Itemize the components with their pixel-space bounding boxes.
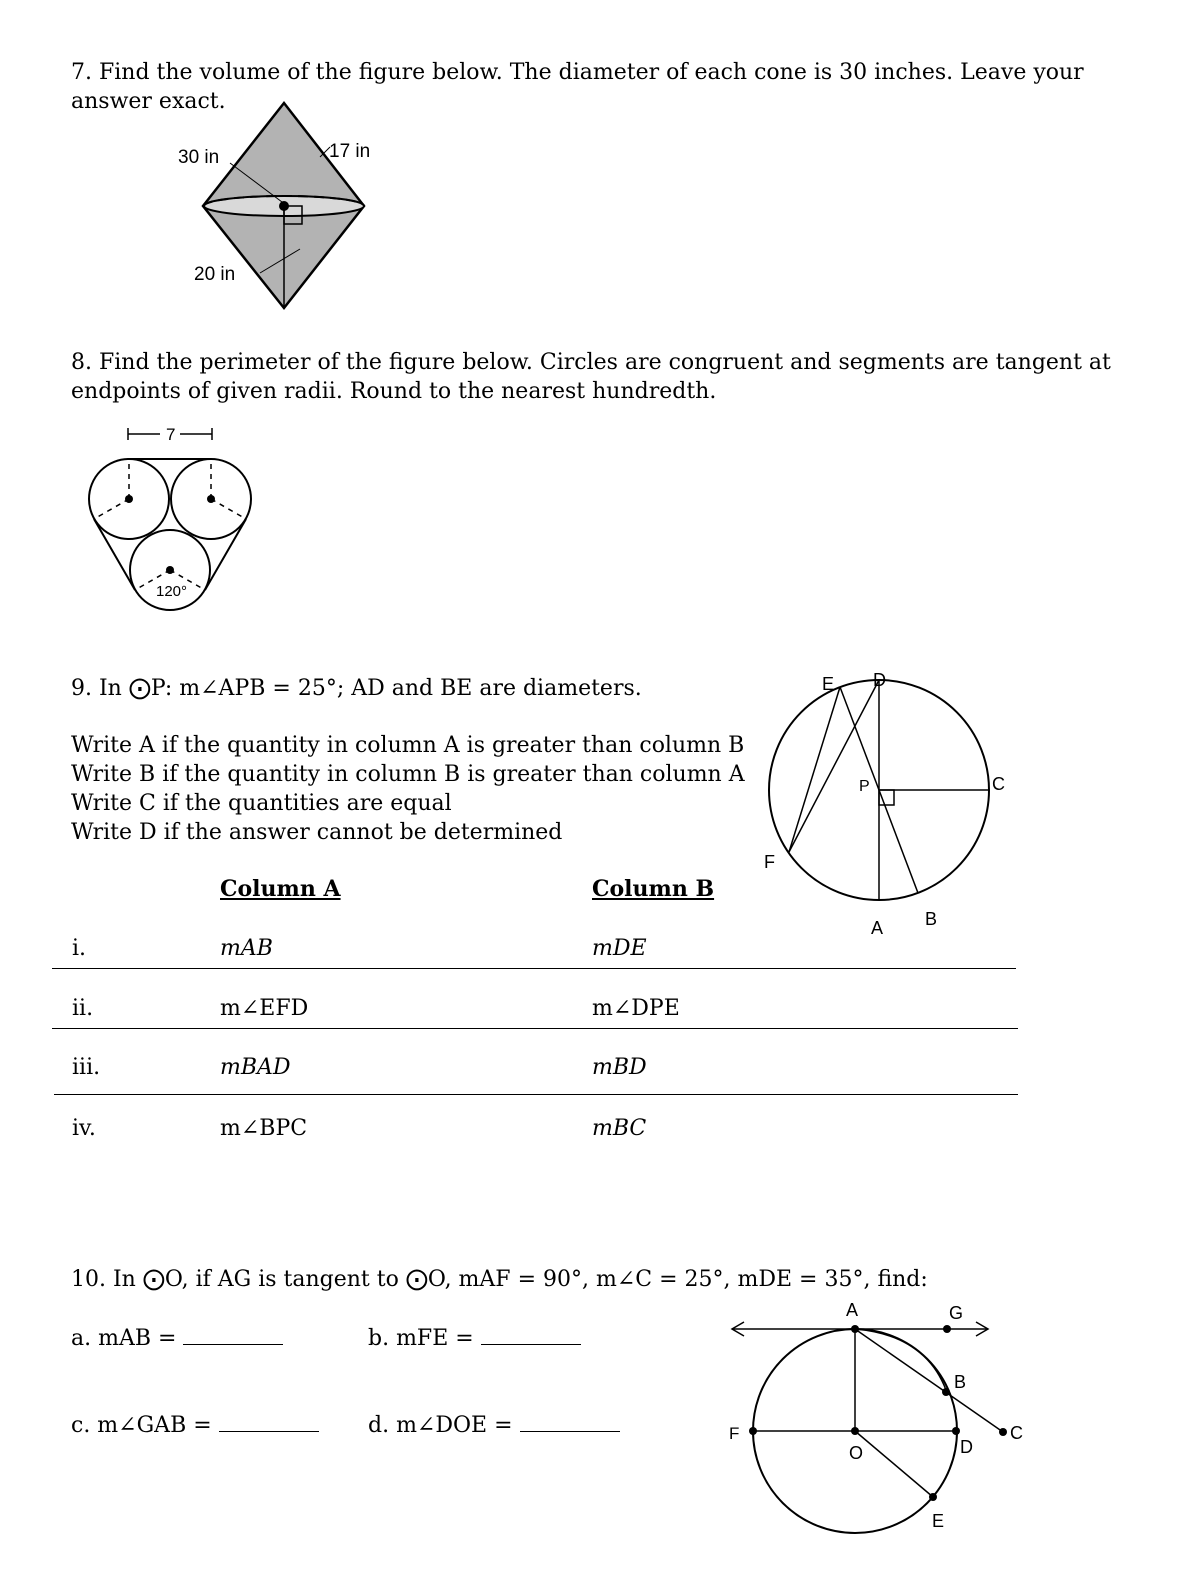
q10-circle-figure xyxy=(720,1295,1030,1555)
q10-label-F: F xyxy=(729,1424,740,1443)
q10-part-c-answer-blank[interactable] xyxy=(219,1413,319,1432)
q10-label-G: G xyxy=(949,1303,964,1323)
q9-instruction-2: Write B if the quantity in column B is greater than column A xyxy=(71,762,745,787)
q9-column-a-header: Column A xyxy=(220,876,341,902)
q10-stem: 10. In ⨀O, if AG is tangent to ⨀O, mAF = 90°, m∠C = 25°, mDE = 35°, find: xyxy=(71,1267,928,1292)
q7-label-20in: 20 in xyxy=(194,264,236,285)
q10-part-d xyxy=(368,1411,620,1440)
q9-row-a: m∠EFD xyxy=(220,996,309,1021)
q9-circle-figure xyxy=(755,660,1025,940)
q9-row-divider xyxy=(52,1028,1018,1029)
q9-instruction-1: Write A if the quantity in column A is greater than column B xyxy=(71,733,745,758)
q10-label-C: C xyxy=(1010,1423,1023,1443)
q10-label-D: D xyxy=(960,1437,973,1457)
q9-label-C: C xyxy=(992,774,1005,794)
q10-label-E: E xyxy=(932,1511,945,1531)
q9-row-num: iv. xyxy=(72,1116,96,1141)
q10-label-B: B xyxy=(954,1372,967,1392)
q9-label-E: E xyxy=(822,674,835,694)
q9-row-b: m∠DPE xyxy=(592,996,680,1021)
q8-text: 8. Find the perimeter of the figure below. Circles are congruent and segments are tangent at endpoints of given radii. Round to the nearest hundredth. xyxy=(71,350,1111,404)
q9-instruction-4: Write D if the answer cannot be determined xyxy=(71,820,563,845)
q9-row-b: mBC xyxy=(592,1116,647,1141)
q7-text: 7. Find the volume of the figure below. The diameter of each cone is 30 inches. Leave your answer exact. xyxy=(71,60,1084,114)
q9-label-P: P xyxy=(859,778,870,795)
q10-part-c-label: c. m∠GAB = xyxy=(71,1413,212,1438)
q10-part-b xyxy=(368,1324,581,1353)
q9-row-b: mBD xyxy=(592,1055,647,1080)
q8-label-120deg: 120° xyxy=(156,583,188,600)
q9-column-b-header: Column B xyxy=(592,876,715,902)
q10-label-O: O xyxy=(849,1443,864,1463)
q10-part-b-label: b. mFE = xyxy=(368,1326,474,1351)
q10-part-b-answer-blank[interactable] xyxy=(481,1326,581,1345)
q9-instruction-3: Write C if the quantities are equal xyxy=(71,791,452,816)
q9-row-num: iii. xyxy=(72,1055,101,1080)
q9-row-b: mDE xyxy=(592,936,647,961)
q9-row-a: m∠BPC xyxy=(220,1116,308,1141)
q9-row-num: i. xyxy=(72,936,87,961)
q10-part-d-answer-blank[interactable] xyxy=(520,1413,620,1432)
q7-label-30in: 30 in xyxy=(178,147,220,168)
q9-label-F: F xyxy=(764,852,775,872)
q10-label-A: A xyxy=(846,1300,859,1320)
q9-label-D: D xyxy=(873,670,886,690)
q10-part-a-label: a. mAB = xyxy=(71,1326,177,1351)
q8-label-7: 7 xyxy=(166,425,176,444)
q9-label-B: B xyxy=(925,909,938,929)
q9-row-divider xyxy=(52,968,1016,969)
q10-part-a xyxy=(71,1324,283,1353)
q9-stem: 9. In ⨀P: m∠APB = 25°; AD and BE are diameters. xyxy=(71,676,642,701)
q7-double-cone-figure xyxy=(160,95,400,320)
q10-part-a-answer-blank[interactable] xyxy=(183,1326,283,1345)
q9-row-num: ii. xyxy=(72,996,94,1021)
q9-row-a: mAB xyxy=(220,936,273,961)
q7-label-17in: 17 in xyxy=(329,141,371,162)
q9-label-A: A xyxy=(871,918,884,938)
q10-part-c xyxy=(71,1411,319,1440)
q9-row-divider xyxy=(54,1094,1018,1095)
q9-row-a: mBAD xyxy=(220,1055,291,1080)
q8-three-circles-figure xyxy=(80,420,270,615)
q10-part-d-label: d. m∠DOE = xyxy=(368,1413,513,1438)
